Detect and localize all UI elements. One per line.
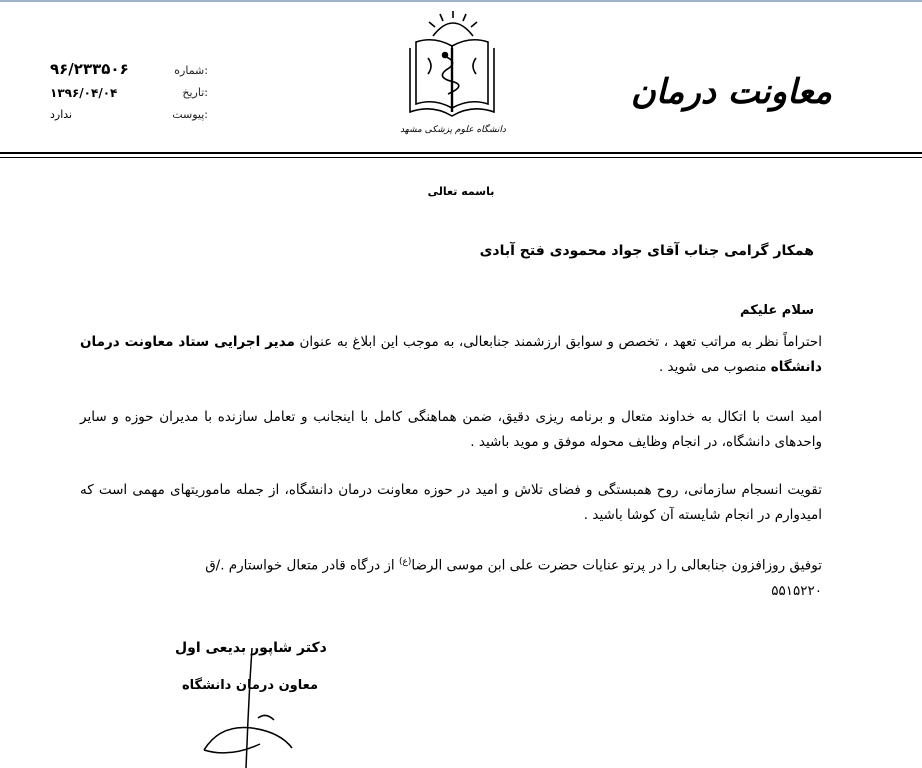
number-label: شماره: bbox=[174, 64, 208, 77]
p4-text-b: از درگاه قادر متعال خواستارم ./ق bbox=[205, 557, 395, 574]
letter-number: ۹۶/۲۳۳۵۰۶ bbox=[50, 60, 129, 78]
top-border bbox=[0, 0, 922, 2]
letter-date: ۱۳۹۶/۰۴/۰۴ bbox=[50, 86, 118, 100]
paragraph-cohesion: تقویت انسجام سازمانی، روح همبستگی و فضای تلاش و امید در حوزه معاونت درمان دانشگاه، از جمله ماموریتهای مهمی است که امیدوارم در انجام شایسته آن کوشا باشید . bbox=[80, 482, 822, 523]
greeting: سلام علیکم bbox=[740, 303, 814, 318]
logo-caption: دانشگاه علوم پزشکی مشهد bbox=[400, 125, 506, 135]
p4-text-a: توفیق روزافزون جنابعالی را در پرتو عنایات حضرت علی ابن موسی الرضا bbox=[411, 557, 822, 574]
p4-reference-number: ۵۵۱۵۲۲۰ bbox=[771, 582, 822, 599]
letter-meta bbox=[50, 60, 210, 126]
paragraph-closing bbox=[80, 550, 822, 604]
basmala: باسمه تعالی bbox=[427, 185, 495, 198]
attachment-value: ندارد bbox=[50, 108, 73, 121]
signatory-title: معاون درمان دانشگاه bbox=[182, 678, 319, 693]
number-row bbox=[50, 60, 210, 82]
department-title: معاونت درمان bbox=[630, 72, 832, 112]
signatory-name: دکتر شاپور بدیعی اول bbox=[175, 640, 327, 656]
header-rule-thin bbox=[0, 157, 922, 158]
handwritten-signature bbox=[190, 640, 310, 768]
header-rule-thick bbox=[0, 152, 922, 154]
university-logo bbox=[388, 8, 518, 138]
p1-text-a: احتراماً نظر به مراتب تعهد ، تخصص و سوابق ارزشمند جنابعالی، به موجب این ابلاغ به عنوان bbox=[299, 334, 822, 350]
date-label: تاریخ: bbox=[182, 86, 208, 99]
recipient-line: همکار گرامی جناب آقای جواد محمودی فتح آبادی bbox=[479, 243, 814, 259]
attachment-row bbox=[50, 104, 210, 126]
paragraph-appointment bbox=[80, 330, 822, 380]
attachment-label: پیوست: bbox=[172, 108, 208, 121]
p1-position: مدیر اجرایی ستاد معاونت درمان دانشگاه bbox=[80, 334, 822, 375]
p4-superscript: (ع) bbox=[398, 557, 412, 567]
date-row bbox=[50, 82, 210, 104]
p1-text-c: منصوب می شوید . bbox=[658, 359, 767, 375]
paragraph-hope: امید است با اتکال به خداوند متعال و برنامه ریزی دقیق، ضمن هماهنگی کامل با اینجانب و تعامل سازنده با مدیران حوزه و سایر واحدهای دانشگاه، در انجام وظایف محوله موفق و موید باشید . bbox=[80, 409, 822, 450]
